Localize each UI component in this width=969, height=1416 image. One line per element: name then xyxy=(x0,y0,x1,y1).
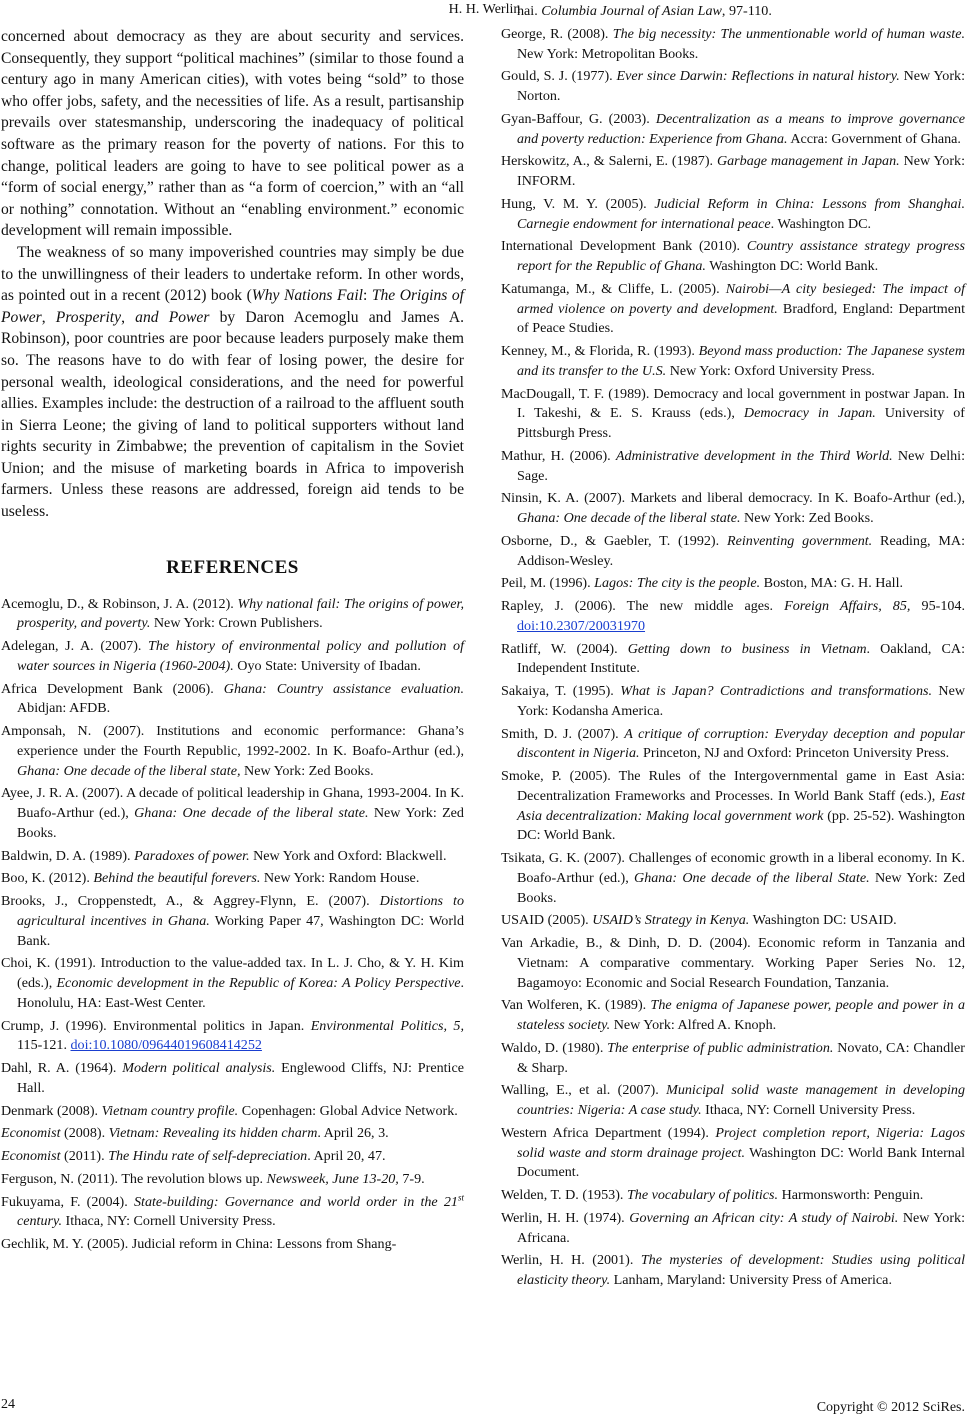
italic-text: Prosperity xyxy=(55,308,122,326)
references-heading: REFERENCES xyxy=(166,556,299,578)
text-segment: by Daron Acemoglu and James A. Robinson), poor countries are poor because leaders purposely make them so. The reasons have to do with fear of losing power, the desire for personal wealth, ideological considerations, and the need for powerful allies. Examples include: the destruction of a railroad to the affluent south in Sierra Leone; the giving of land to political supporters without land rights security in Zimbabwe; the prevention of capitalism in the Soviet Union; and the misuse of marketing boards in Africa to impoverish farmers. Unless these reasons are addressed, foreign aid tends to be useless. xyxy=(1,308,465,521)
reference-entry xyxy=(501,574,965,594)
text-segment: Bradford, England: Department of Peace Studies. xyxy=(517,300,965,337)
text-segment: Copenhagen: Global Advice Network. xyxy=(238,1102,458,1119)
reference-entry xyxy=(501,489,965,529)
text-segment: Ferguson, N. (2011). The revolution blows up. xyxy=(1,1170,267,1187)
text-segment: Western Africa Department (1994). xyxy=(501,1124,716,1141)
italic-text: Ghana: One decade of the liberal State. xyxy=(634,869,870,886)
reference-entry xyxy=(501,195,965,235)
reference-entry xyxy=(1,847,464,867)
text-segment: Werlin, H. H. (1974). xyxy=(501,1209,630,1226)
text-segment: Washington DC: World Bank Internal Document. xyxy=(517,1144,965,1181)
text-segment: Harmonsworth: Penguin. xyxy=(778,1187,924,1203)
italic-text: Nairobi—A city besieged: The impact of armed violence on poverty and development. xyxy=(517,280,965,317)
text-segment: Brooks, J., Croppenstedt, A., & Aggrey-Flynn, E. (2007). xyxy=(1,893,380,910)
italic-text: century. xyxy=(17,1213,63,1230)
text-segment: University of Pittsburgh Press. xyxy=(517,405,965,441)
italic-text: The vocabulary of politics. xyxy=(626,1187,779,1203)
text-segment: Novato, CA: Chandler & Sharp. xyxy=(517,1039,965,1076)
italic-text: The Origins of Power xyxy=(1,287,464,326)
text-segment: Princeton, NJ and Oxford: Princeton University Press. xyxy=(639,745,950,762)
italic-text: Garbage management in Japan. xyxy=(716,153,900,170)
reference-entry xyxy=(501,934,965,993)
text-segment: , 97-110. xyxy=(721,3,772,19)
text-segment: (pp. 25-52). Washington DC: World Bank. xyxy=(517,807,965,844)
text-segment: , xyxy=(121,308,136,326)
text-segment: st xyxy=(457,1191,464,1202)
text-segment: New York: Kodansha America. xyxy=(517,683,966,719)
text-segment: (2008). xyxy=(60,1125,109,1142)
body-text xyxy=(1,26,464,523)
italic-text: East Asia decentralization: Making local government work xyxy=(517,787,965,824)
italic-text: Distortions to agricultural incentives in Ghana. xyxy=(17,893,464,929)
reference-entry xyxy=(501,682,965,722)
text-segment: Oyo State: University of Ibadan. xyxy=(233,657,421,674)
italic-text: Columbia Journal of Asian Law xyxy=(541,3,722,19)
reference-entry xyxy=(501,1209,965,1249)
text-segment: Walling, E., et al. (2007). xyxy=(501,1082,667,1099)
italic-text: Decentralization as a means to improve governance and poverty reduction: Experience from Ghana. xyxy=(517,110,965,147)
text-segment: . Washington DC. xyxy=(770,215,872,232)
italic-text: Judicial Reform in China: Lessons from Shanghai. Carnegie endowment for international peace xyxy=(517,195,965,232)
text-segment: Ithaca, NY: Cornell University Press. xyxy=(62,1213,276,1230)
text-segment: Boo, K. (2012). xyxy=(1,870,94,887)
italic-text: Vietnam country profile. xyxy=(101,1102,239,1119)
text-segment: Baldwin, D. A. (1989). xyxy=(1,847,135,864)
italic-text: Getting down to business in Vietnam xyxy=(627,640,867,657)
text-segment: Mathur, H. (2006). xyxy=(501,447,616,464)
text-segment: Kenney, M., & Florida, R. (1993). xyxy=(501,343,699,359)
text-segment: New Delhi: Sage. xyxy=(517,447,965,484)
text-segment: Choi, K. (1991). Introduction to the value-added tax. In L. J. Cho, & Y. H. Kim (eds.), xyxy=(1,955,464,992)
text-segment: International Development Bank (2010). xyxy=(501,238,747,255)
reference-entry xyxy=(501,25,965,65)
running-header: H. H. Werlin xyxy=(448,2,521,17)
text-segment: Gyan-Baffour, G. (2003). xyxy=(501,110,656,127)
text-segment: . April 20, 47. xyxy=(307,1148,386,1165)
reference-entry xyxy=(1,1147,464,1167)
reference-entry xyxy=(501,1081,965,1121)
text-segment: Welden, T. D. (1953). xyxy=(501,1187,627,1203)
reference-continuation xyxy=(501,2,965,22)
text-segment: Crump, J. (1996). Environmental politics in Japan. xyxy=(1,1017,311,1034)
text-segment: Gould, S. J. (1977). xyxy=(501,68,617,85)
italic-text: Environmental Politics, 5, xyxy=(310,1017,464,1034)
text-segment: Abidjan: AFDB. xyxy=(17,700,111,717)
text-segment: Van Arkadie, B., & Dinh, D. D. (2004). Economic reform in Tanzania and Vietnam: A comparative commentary. Working Paper Series No. 12, Bagamoyo: Economic and Social Research Foundation, Tanzania. xyxy=(501,935,965,991)
reference-entry xyxy=(1,1235,464,1255)
text-segment: Acemoglu, D., & Robinson, J. A. (2012). xyxy=(1,595,238,612)
italic-text: Ghana: One decade of the liberal state, xyxy=(17,762,241,779)
reference-entry xyxy=(501,640,965,680)
text-segment: . Oakland, CA: Independent Institute. xyxy=(517,640,965,677)
reference-entry xyxy=(501,767,965,846)
text-segment: Lanham, Maryland: University Press of America. xyxy=(610,1272,892,1288)
italic-text: Paradoxes of power. xyxy=(134,847,250,864)
reference-entry xyxy=(501,152,965,192)
text-segment: Waldo, D. (1980). xyxy=(501,1039,608,1056)
doi-link[interactable]: doi:10.1080/09644019608414252 xyxy=(70,1037,262,1054)
text-segment: Washington DC: World Bank. xyxy=(705,258,879,274)
reference-entry xyxy=(1,892,464,951)
text-segment: Dahl, R. A. (1964). xyxy=(1,1060,123,1077)
reference-entry xyxy=(501,725,965,765)
italic-text: USAID’s Strategy in Kenya. xyxy=(592,912,750,929)
italic-text: Country assistance strategy progress report for the Republic of Ghana. xyxy=(517,238,965,274)
reference-entry xyxy=(1,1059,464,1099)
italic-text: Newsweek, June 13-20, xyxy=(266,1170,399,1187)
text-segment: Africa Development Bank (2006). xyxy=(1,680,224,697)
text-segment: Amponsah, N. (2007). Institutions and economic performance: Ghana’s experience under the Fourth Republic, 1992-2002. In K. Boafo-Arthur (ed.), xyxy=(1,723,464,759)
text-segment: New York: INFORM. xyxy=(517,153,966,189)
text-segment: Hung, V. M. Y. (2005). xyxy=(501,195,655,212)
text-segment: Van Wolferen, K. (1989). xyxy=(501,997,651,1014)
text-segment: Werlin, H. H. (2001). xyxy=(501,1252,641,1269)
left-column xyxy=(1,26,464,1258)
reference-entry xyxy=(501,911,965,931)
text-segment: Ithaca, NY: Cornell University Press. xyxy=(701,1102,916,1118)
text-segment: (2011). xyxy=(60,1148,109,1165)
reference-entry xyxy=(1,954,464,1013)
reference-entry xyxy=(1,722,464,781)
italic-text: The enterprise of public administration. xyxy=(607,1039,834,1056)
reference-entry xyxy=(501,1124,965,1183)
text-segment: New York: Oxford University Press. xyxy=(666,362,875,379)
text-segment: Rapley, J. (2006). The new middle ages. xyxy=(501,598,785,614)
italic-text: Reinventing government. xyxy=(727,532,873,549)
text-segment: USAID (2005). xyxy=(501,912,593,929)
reference-entry xyxy=(1,637,464,677)
italic-text: Economic development in the Republic of Korea: A Policy Perspective xyxy=(56,975,461,992)
text-segment: Washington DC: USAID. xyxy=(749,912,897,929)
text-segment: . April 26, 3. xyxy=(317,1125,389,1142)
italic-text: A critique of corruption: Everyday deception and popular discontent in Nigeria. xyxy=(517,725,965,762)
text-segment: Katumanga, M., & Cliffe, L. (2005). xyxy=(501,280,726,297)
text-segment: , xyxy=(41,308,56,326)
text-segment: New York and Oxford: Blackwell. xyxy=(249,847,447,864)
reference-list-left xyxy=(1,595,464,1255)
italic-text: Why national fail: The origins of power, prosperity, and poverty. xyxy=(17,595,464,632)
italic-text: Beyond mass production: The Japanese system and its transfer to the U.S. xyxy=(517,343,965,379)
text-segment: Herskowitz, A., & Salerni, E. (1987). xyxy=(501,153,717,170)
italic-text: Modern political analysis. xyxy=(122,1060,276,1077)
page-number: 24 xyxy=(1,1397,15,1412)
text-segment: George, R. (2008). xyxy=(501,25,613,42)
reference-entry xyxy=(501,67,965,107)
reference-entry xyxy=(501,597,965,637)
reference-entry xyxy=(1,784,464,843)
text-segment: New York: Africana. xyxy=(517,1209,965,1246)
reference-entry xyxy=(501,1039,965,1079)
reference-entry xyxy=(1,869,464,889)
italic-text: Vietnam: Revealing its hidden charm xyxy=(108,1125,318,1142)
text-segment: The weakness of so many impoverished countries may simply be due to the unwillingness of their leaders to undertake reform. In other words, as pointed out in a recent (2012) book ( xyxy=(1,243,464,305)
italic-text: Behind the beautiful forevers. xyxy=(93,870,261,887)
text-segment: Smoke, P. (2005). The Rules of the Intergovernmental game in East Asia: Decentralization Frameworks and Processes. In World Bank Staff (eds.), xyxy=(501,768,965,804)
text-segment: hai. xyxy=(517,3,542,19)
doi-link[interactable]: doi:10.2307/20031970 xyxy=(517,617,646,634)
text-segment: Adelegan, J. A. (2007). xyxy=(1,638,149,655)
reference-entry xyxy=(501,385,965,444)
italic-text: Why Nations Fail xyxy=(251,287,363,305)
text-segment: Ninsin, K. A. (2007). Markets and liberal democracy. In K. Boafo-Arthur (ed.), xyxy=(501,490,965,507)
italic-text: Governing an African city: A study of Nairobi. xyxy=(629,1209,899,1226)
text-segment: Ayee, J. R. A. (2007). A decade of political leadership in Ghana, 1993-2004. In K. Buafo-Arthur (ed.), xyxy=(1,785,464,822)
italic-text: The enigma of Japanese power, people and power in a stateless society. xyxy=(517,997,965,1033)
italic-text: Lagos: The city is the people. xyxy=(594,575,761,592)
italic-text: Foreign Affairs, 85, xyxy=(784,598,911,614)
italic-text: State-building: Governance and world order in the 21 xyxy=(133,1193,458,1210)
reference-entry xyxy=(501,280,965,339)
italic-text: The history of environmental policy and pollution of water sources in Nigeria (1960-2004). xyxy=(17,638,464,674)
text-segment: Denmark (2008). xyxy=(1,1102,102,1119)
italic-text: Municipal solid waste management in developing countries: Nigeria: A case study. xyxy=(517,1082,965,1118)
text-segment: 115-121. xyxy=(17,1037,71,1054)
italic-text: and Power xyxy=(135,308,210,326)
text-segment: Fukuyama, F. (2004). xyxy=(1,1193,134,1210)
reference-entry xyxy=(501,447,965,487)
text-segment: MacDougall, T. F. (1989). Democracy and local government in postwar Japan. In I. Takeshi, & E. S. Krauss (eds.), xyxy=(501,385,965,422)
italic-text: Economist xyxy=(1,1148,61,1165)
reference-entry xyxy=(501,110,965,150)
reference-entry xyxy=(501,1251,965,1291)
text-segment: Accra: Government of Ghana. xyxy=(787,130,961,147)
text-segment: Ratliff, W. (2004). xyxy=(501,640,628,657)
reference-list-right xyxy=(501,25,965,1291)
text-segment: New York: Zed Books. xyxy=(240,762,374,779)
text-segment: New York: Metropolitan Books. xyxy=(517,45,699,62)
text-segment: New York: Random House. xyxy=(260,870,420,887)
paragraph xyxy=(1,242,464,523)
reference-entry xyxy=(1,595,464,635)
text-segment: New York: Zed Books. xyxy=(517,869,965,906)
text-segment: Smith, D. J. (2007). xyxy=(501,725,625,742)
italic-text: Ghana: One decade of the liberal state. xyxy=(517,510,741,526)
italic-text: Administrative development in the Third World. xyxy=(615,447,893,464)
text-segment: Englewood Cliffs, NJ: Prentice Hall. xyxy=(17,1060,464,1096)
text-segment: Peil, M. (1996). xyxy=(501,575,595,592)
copyright-notice: Copyright © 2012 SciRes. xyxy=(816,1400,965,1415)
italic-text: Economist xyxy=(1,1125,61,1142)
text-segment: New York: Alfred A. Knoph. xyxy=(610,1017,777,1033)
italic-text: What is Japan? Contradictions and transformations. xyxy=(620,683,933,699)
italic-text: Ghana: One decade of the liberal state. xyxy=(134,805,369,822)
text-segment: Boston, MA: G. H. Hall. xyxy=(760,575,904,592)
text-segment: New York: Norton. xyxy=(517,68,966,104)
text-segment: Sakaiya, T. (1995). xyxy=(501,683,621,699)
text-segment: New York: Zed Books. xyxy=(17,805,464,841)
italic-text: The big necessity: The unmentionable world of human waste. xyxy=(612,25,965,42)
paragraph xyxy=(1,26,464,242)
italic-text: The Hindu rate of self-depreciation xyxy=(108,1148,308,1165)
text-segment: concerned about democracy as they are about security and services. Consequently, they support “political machines” (similar to those found a century ago in many American cities), with votes being “sold” to those who offer jobs, safety, and the necessities of life. As a result, partisanship prevails over statesmanship, underscoring the inadequacy of political software as the primary reason for the poverty of nations. For this to change, political leaders are going to have to see political power as a “form of social energy,” rather than as “a form of coercion,” with an “all or nothing” connotation. Without an “enabling environment.” economic development will remain impossible. xyxy=(1,28,464,240)
text-segment: New York: Zed Books. xyxy=(740,510,874,526)
italic-text: Ghana: Country assistance evaluation. xyxy=(223,680,465,697)
right-column xyxy=(501,2,965,1294)
reference-entry xyxy=(501,237,965,277)
text-segment: New York: Crown Publishers. xyxy=(150,615,323,632)
reference-entry xyxy=(1,1124,464,1144)
reference-entry xyxy=(1,1017,464,1057)
text-segment: Working Paper 47, Washington DC: World Bank. xyxy=(17,912,464,949)
text-segment: 95-104. xyxy=(910,598,965,614)
reference-entry xyxy=(1,680,464,720)
reference-entry xyxy=(1,1170,464,1190)
reference-entry xyxy=(501,996,965,1036)
text-segment: . Honolulu, HA: East-West Center. xyxy=(17,975,464,1011)
reference-entry xyxy=(501,849,965,908)
italic-text: Project completion report, Nigeria: Lagos solid waste and storm drainage project. xyxy=(517,1124,965,1161)
reference-entry xyxy=(501,532,965,572)
text-segment: : xyxy=(362,287,372,305)
text-segment: Reading, MA: Addison-Wesley. xyxy=(517,532,966,569)
text-segment: Tsikata, G. K. (2007). Challenges of economic growth in a liberal economy. In K. Boafo-Arthur (ed.), xyxy=(501,850,965,886)
reference-entry xyxy=(501,342,965,382)
text-segment: Osborne, D., & Gaebler, T. (1992). xyxy=(501,532,727,549)
reference-entry xyxy=(1,1102,464,1122)
italic-text: The mysteries of development: Studies using political elasticity theory. xyxy=(517,1252,965,1288)
reference-entry xyxy=(501,1186,965,1206)
text-segment: Gechlik, M. Y. (2005). Judicial reform in China: Lessons from Shang- xyxy=(1,1236,397,1253)
italic-text: Ever since Darwin: Reflections in natural history. xyxy=(616,68,900,85)
reference-entry xyxy=(1,1193,464,1233)
text-segment: 7-9. xyxy=(398,1170,425,1187)
italic-text: Democracy in Japan. xyxy=(743,405,876,422)
